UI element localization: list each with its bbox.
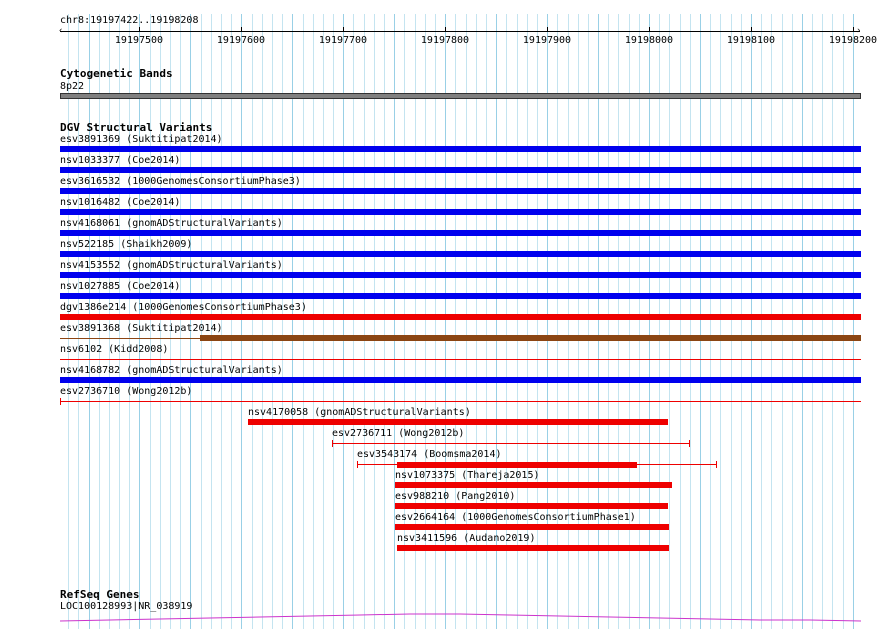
- variant-bar[interactable]: [60, 188, 861, 194]
- variant-label[interactable]: esv2736710 (Wong2012b): [60, 386, 193, 397]
- variant-label[interactable]: esv3616532 (1000GenomesConsortiumPhase3): [60, 176, 301, 187]
- ruler-tick: [445, 27, 446, 32]
- variant-label[interactable]: nsv3411596 (Audano2019): [397, 533, 536, 544]
- ruler-tick-label: 19198000: [624, 35, 674, 46]
- gene-coverage-line: [60, 614, 861, 621]
- gridline: [843, 14, 844, 629]
- variant-label[interactable]: esv2736711 (Wong2012b): [332, 428, 465, 439]
- gridline: [832, 14, 833, 629]
- dgv-track-title: DGV Structural Variants: [60, 121, 213, 134]
- gridline: [639, 14, 640, 629]
- gridline: [588, 14, 589, 629]
- gridline: [568, 14, 569, 629]
- gridline: [547, 14, 548, 629]
- gridline: [78, 14, 79, 629]
- variant-label[interactable]: nsv1027885 (Coe2014): [60, 281, 181, 292]
- variant-bar[interactable]: [395, 482, 672, 488]
- variant-bar[interactable]: [60, 251, 861, 257]
- variant-bar[interactable]: [60, 209, 861, 215]
- ruler-tick-label: 19197500: [114, 35, 164, 46]
- scroll-left-arrow-icon[interactable]: ‹: [58, 26, 64, 36]
- variant-bar[interactable]: [60, 377, 861, 383]
- gridline: [201, 14, 202, 629]
- cytoband-track-title: Cytogenetic Bands: [60, 67, 173, 80]
- gridline: [374, 14, 375, 629]
- refseq-track-title: RefSeq Genes: [60, 588, 140, 601]
- gridline: [353, 14, 354, 629]
- gridline: [720, 14, 721, 629]
- gridline: [669, 14, 670, 629]
- refseq-gene-label[interactable]: LOC100128993|NR_038919: [60, 601, 193, 612]
- variant-end-tick[interactable]: [332, 440, 333, 447]
- cytoband-label: 8p22: [60, 81, 85, 92]
- variant-label[interactable]: nsv4168782 (gnomADStructuralVariants): [60, 365, 283, 376]
- gridline: [333, 14, 334, 629]
- gridline: [802, 14, 803, 629]
- ruler-tick: [547, 27, 548, 32]
- gridline: [231, 14, 232, 629]
- variant-end-tick[interactable]: [357, 461, 358, 468]
- variant-label[interactable]: esv988210 (Pang2010): [395, 491, 516, 502]
- variant-thick-segment[interactable]: [397, 462, 637, 468]
- variant-label[interactable]: dgv1386e214 (1000GenomesConsortiumPhase3): [60, 302, 307, 313]
- gridline: [241, 14, 242, 629]
- variant-end-tick[interactable]: [716, 461, 717, 468]
- gridline: [180, 14, 181, 629]
- ruler-tick-label: 19198200: [828, 35, 878, 46]
- gridline: [690, 14, 691, 629]
- gridline: [282, 14, 283, 629]
- gridline: [303, 14, 304, 629]
- gridline: [129, 14, 130, 629]
- variant-label[interactable]: nsv4168061 (gnomADStructuralVariants): [60, 218, 283, 229]
- gridline: [608, 14, 609, 629]
- gridline: [649, 14, 650, 629]
- gridline: [139, 14, 140, 629]
- variant-label[interactable]: nsv1033377 (Coe2014): [60, 155, 181, 166]
- gridline: [252, 14, 253, 629]
- ruler-tick: [649, 27, 650, 32]
- variant-label[interactable]: esv3891368 (Suktitipat2014): [60, 323, 223, 334]
- variant-bar[interactable]: [60, 146, 861, 152]
- gridline: [618, 14, 619, 629]
- variant-thick-segment[interactable]: [200, 335, 861, 341]
- gridline: [782, 14, 783, 629]
- gridline: [119, 14, 120, 629]
- gridline: [629, 14, 630, 629]
- cytoband-bar[interactable]: [60, 93, 861, 99]
- ruler-tick: [343, 27, 344, 32]
- gridline: [160, 14, 161, 629]
- refseq-gene-feature[interactable]: [60, 612, 861, 622]
- gridline: [771, 14, 772, 629]
- gridline: [109, 14, 110, 629]
- gridline: [68, 14, 69, 629]
- gridline: [292, 14, 293, 629]
- gridline: [598, 14, 599, 629]
- gridline: [741, 14, 742, 629]
- ruler-tick-label: 19197800: [420, 35, 470, 46]
- gridline: [384, 14, 385, 629]
- variant-bar[interactable]: [60, 230, 861, 236]
- gridline: [343, 14, 344, 629]
- gridline: [659, 14, 660, 629]
- ruler-tick: [139, 27, 140, 32]
- variant-bar[interactable]: [60, 272, 861, 278]
- variant-label[interactable]: esv3543174 (Boomsma2014): [357, 449, 502, 460]
- variant-bar[interactable]: [397, 545, 669, 551]
- variant-bar[interactable]: [60, 293, 861, 299]
- gridline: [394, 14, 395, 629]
- gridline: [710, 14, 711, 629]
- variant-label[interactable]: nsv1073375 (Thareja2015): [395, 470, 540, 481]
- variant-end-tick[interactable]: [60, 398, 61, 405]
- gridline: [170, 14, 171, 629]
- ruler-tick-label: 19197600: [216, 35, 266, 46]
- variant-bar[interactable]: [60, 359, 861, 360]
- gridline: [262, 14, 263, 629]
- gridline: [700, 14, 701, 629]
- gridline: [211, 14, 212, 629]
- variant-label[interactable]: esv3891369 (Suktitipat2014): [60, 134, 223, 145]
- gridline: [792, 14, 793, 629]
- scroll-right-arrow-icon[interactable]: ›: [856, 26, 862, 36]
- gridline: [89, 14, 90, 629]
- gridline: [812, 14, 813, 629]
- gridline: [731, 14, 732, 629]
- region-label: chr8:19197422..19198208: [60, 15, 199, 26]
- variant-bar[interactable]: [60, 167, 861, 173]
- variant-bar[interactable]: [332, 443, 689, 444]
- gridline: [557, 14, 558, 629]
- variant-bar[interactable]: [60, 314, 861, 320]
- ruler-tick: [241, 27, 242, 32]
- gridline: [313, 14, 314, 629]
- gridline: [190, 14, 191, 629]
- gridline: [751, 14, 752, 629]
- gridline: [537, 14, 538, 629]
- ruler-tick: [853, 27, 854, 32]
- ruler-tick-label: 19198100: [726, 35, 776, 46]
- variant-label[interactable]: nsv4153552 (gnomADStructuralVariants): [60, 260, 283, 271]
- gridline: [272, 14, 273, 629]
- variant-bar[interactable]: [395, 503, 668, 509]
- ruler-tick-label: 19197900: [522, 35, 572, 46]
- variant-label[interactable]: nsv4170058 (gnomADStructuralVariants): [248, 407, 471, 418]
- gridline: [578, 14, 579, 629]
- gridline: [680, 14, 681, 629]
- gridline: [150, 14, 151, 629]
- variant-end-tick[interactable]: [689, 440, 690, 447]
- variant-label[interactable]: nsv1016482 (Coe2014): [60, 197, 181, 208]
- gridline: [221, 14, 222, 629]
- ruler-line: [60, 31, 860, 32]
- gridline: [99, 14, 100, 629]
- variant-label[interactable]: nsv522185 (Shaikh2009): [60, 239, 193, 250]
- ruler-tick: [751, 27, 752, 32]
- gridline: [323, 14, 324, 629]
- variant-label[interactable]: nsv6102 (Kidd2008): [60, 344, 169, 355]
- gridline: [853, 14, 854, 629]
- variant-bar[interactable]: [395, 524, 669, 530]
- gridline: [364, 14, 365, 629]
- variant-bar[interactable]: [60, 401, 861, 402]
- ruler-tick-label: 19197700: [318, 35, 368, 46]
- gridline: [822, 14, 823, 629]
- variant-label[interactable]: esv2664164 (1000GenomesConsortiumPhase1): [395, 512, 636, 523]
- gridline: [761, 14, 762, 629]
- variant-bar[interactable]: [248, 419, 668, 425]
